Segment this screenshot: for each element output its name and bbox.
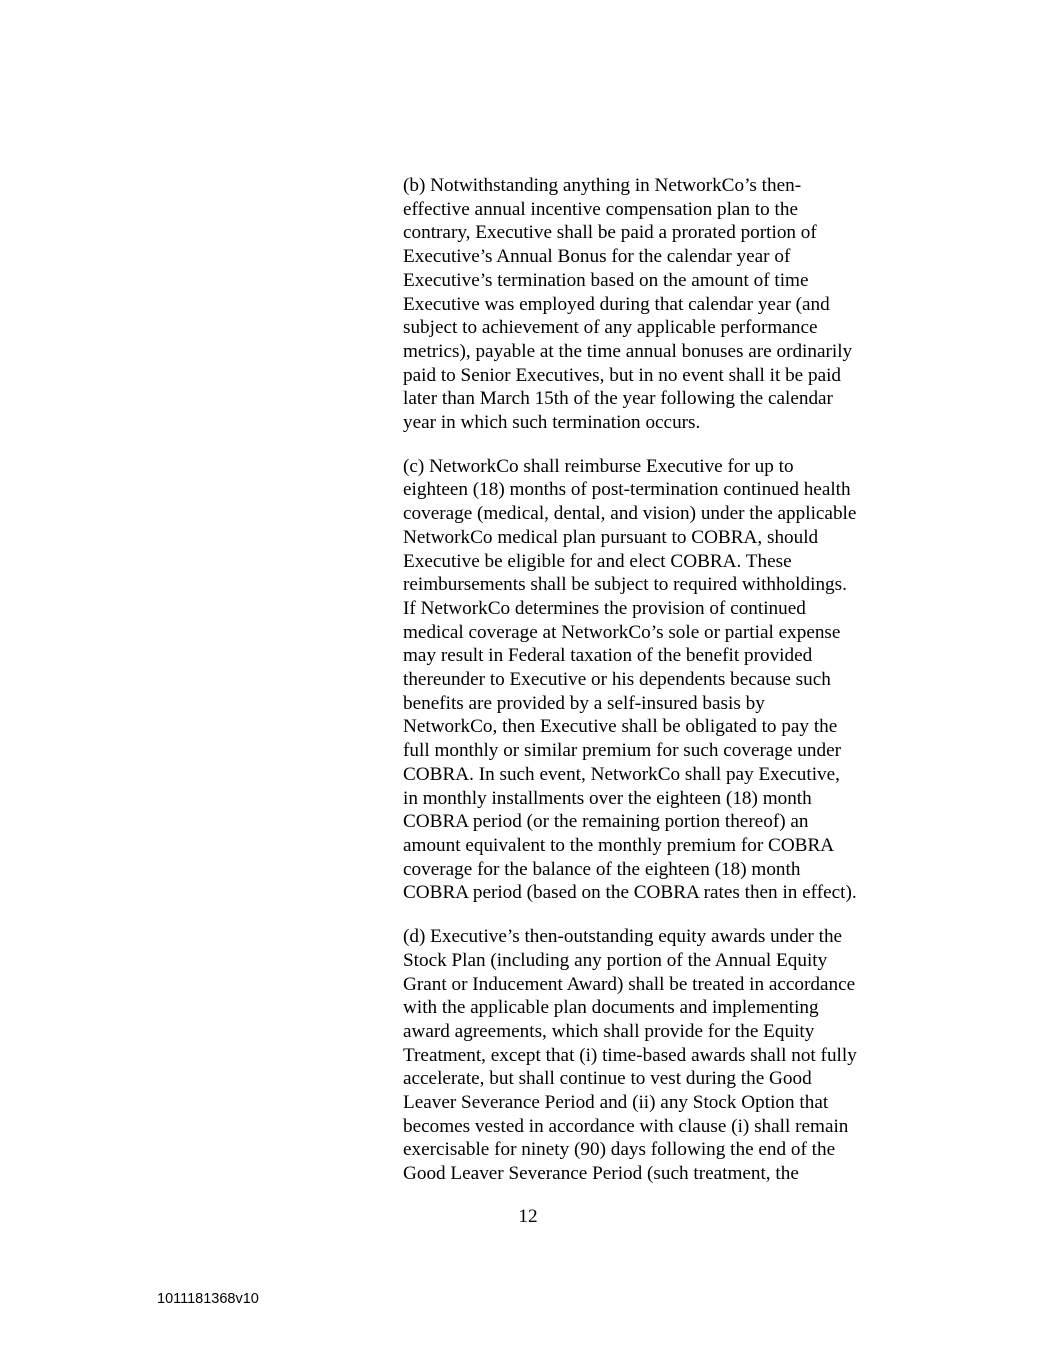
text-line: Treatment, except that (i) time-based awards shall not fully — [403, 1044, 857, 1066]
text-line: accelerate, but shall continue to vest during the Good — [403, 1068, 812, 1090]
paragraph-b — [403, 174, 903, 435]
text-line: becomes vested in accordance with clause (i) shall remain — [403, 1115, 849, 1137]
text-line: (c) NetworkCo shall reimburse Executive for up to — [403, 455, 794, 477]
text-line: coverage for the balance of the eighteen (18) month — [403, 858, 801, 880]
paragraph-c — [403, 455, 903, 905]
body-text-column — [403, 174, 903, 1206]
text-line: coverage (medical, dental, and vision) under the applicable — [403, 503, 857, 525]
text-line: Stock Plan (including any portion of the Annual Equity — [403, 949, 828, 971]
text-line: (b) Notwithstanding anything in NetworkCo’s then- — [403, 175, 802, 196]
text-line: award agreements, which shall provide for the Equity — [403, 1020, 815, 1042]
text-line: (d) Executive’s then-outstanding equity awards under the — [403, 926, 843, 948]
text-line: Executive be eligible for and elect COBRA. These — [403, 550, 792, 572]
page-number: 12 — [518, 1206, 538, 1227]
text-line: reimbursements shall be subject to required withholdings. — [403, 574, 847, 596]
text-line: Executive’s Annual Bonus for the calendar year of — [403, 246, 791, 268]
text-line: COBRA period (based on the COBRA rates then in effect). — [403, 882, 857, 904]
text-line: effective annual incentive compensation plan to the — [403, 198, 798, 220]
text-line: NetworkCo medical plan pursuant to COBRA, should — [403, 526, 819, 548]
text-line: Executive’s termination based on the amount of time — [403, 269, 809, 291]
text-line: COBRA period (or the remaining portion thereof) an — [403, 811, 809, 833]
text-line: COBRA. In such event, NetworkCo shall pay Executive, — [403, 763, 840, 785]
text-line: Grant or Inducement Award) shall be treated in accordance — [403, 973, 856, 995]
document-id: 1011181368v10 — [157, 1291, 259, 1307]
text-line: metrics), payable at the time annual bonuses are ordinarily — [403, 340, 853, 362]
text-line: subject to achievement of any applicable performance — [403, 317, 818, 339]
text-line: amount equivalent to the monthly premium for COBRA — [403, 834, 835, 856]
text-line: full monthly or similar premium for such coverage under — [403, 740, 841, 762]
text-line: year in which such termination occurs. — [403, 412, 701, 434]
text-line: thereunder to Executive or his dependents because such — [403, 669, 831, 691]
text-line: Leaver Severance Period and (ii) any Stock Option that — [403, 1092, 829, 1114]
text-line: in monthly installments over the eighteen (18) month — [403, 787, 812, 809]
paragraph-d — [403, 925, 903, 1186]
text-line: may result in Federal taxation of the benefit provided — [403, 645, 813, 667]
text-line: later than March 15th of the year following the calendar — [403, 388, 833, 410]
text-line: Executive was employed during that calendar year (and — [403, 293, 830, 315]
text-line: If NetworkCo determines the provision of continued — [403, 597, 806, 619]
text-line: paid to Senior Executives, but in no event shall it be paid — [403, 364, 842, 386]
text-line: contrary, Executive shall be paid a prorated portion of — [403, 222, 817, 244]
text-line: Good Leaver Severance Period (such treatment, the — [403, 1163, 799, 1185]
text-line: eighteen (18) months of post-termination continued health — [403, 479, 851, 501]
text-line: medical coverage at NetworkCo’s sole or partial expense — [403, 621, 841, 643]
text-line: benefits are provided by a self-insured basis by — [403, 692, 765, 714]
text-line: exercisable for ninety (90) days following the end of the — [403, 1139, 836, 1161]
text-line: with the applicable plan documents and implementing — [403, 997, 819, 1019]
text-line: NetworkCo, then Executive shall be obligated to pay the — [403, 716, 838, 738]
